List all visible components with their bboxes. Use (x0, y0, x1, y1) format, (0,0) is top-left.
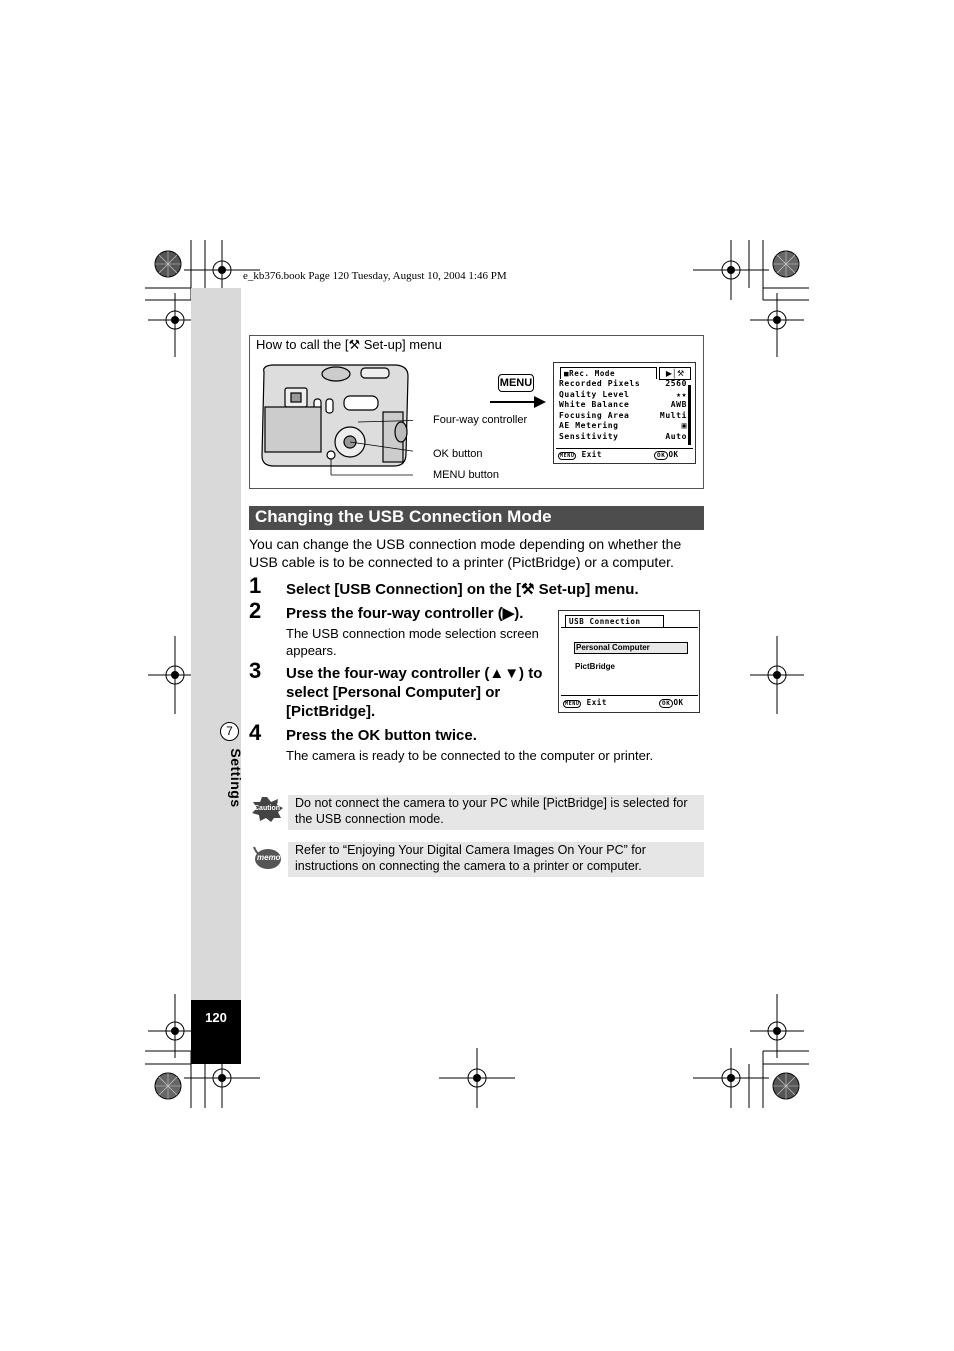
howto-title: How to call the [⚒ Set-up] menu (256, 337, 442, 352)
lcd-scrollbar (688, 385, 691, 445)
lcd-tab-rec-mode (560, 367, 657, 379)
step-2-number: 2 (249, 598, 262, 623)
step-2-desc: The USB connection mode selection screen appears. (286, 626, 539, 658)
menu-key-icon: MENU (565, 701, 580, 707)
side-strip (191, 288, 241, 1064)
lcd-footer-ok: OK OK (654, 450, 679, 459)
intro-text: You can change the USB connection mode depending on whether the USB cable is to be connected to a printer (PictBridge) or a computer. (249, 536, 682, 570)
lcd-row: White Balance AWB (559, 400, 687, 409)
section-title: Changing the USB Connection Mode (255, 507, 552, 526)
lcd-row: Recorded Pixels 2560 (559, 379, 687, 388)
usb-tab-label: USB Connection (565, 615, 664, 627)
chapter-label: Settings (228, 748, 244, 808)
print-header: e_kb376.book Page 120 Tuesday, August 10, 2004 1:46 PM (243, 270, 507, 282)
chapter-number: 7 (220, 722, 239, 741)
step-1-number: 1 (249, 573, 262, 598)
page-number: 120 (205, 1010, 227, 1025)
lcd-tab-label: Rec. Mode (569, 369, 616, 378)
ok-key-icon: OK (659, 699, 673, 708)
caution-icon-label: Caution (254, 805, 281, 812)
step-4-number: 4 (249, 720, 262, 745)
step-4-desc: The camera is ready to be connected to the computer or printer. (286, 748, 654, 763)
lcd-footer-exit: MENU Exit (560, 450, 603, 459)
step-3-number: 3 (249, 658, 262, 683)
ok-key-icon: OK (654, 451, 668, 460)
usb-option-personal-computer: Personal Computer (574, 642, 688, 654)
arrow-right-icon (488, 392, 548, 412)
step-4-title: Press the OK button twice. (286, 727, 477, 744)
camera-illustration (258, 362, 413, 482)
callout-menu-button: MENU button (433, 469, 500, 481)
menu-key-icon: MENU (498, 374, 534, 392)
memo-text: Refer to “Enjoying Your Digital Camera Images On Your PC” for instructions on connecting the camera to a printer or computer. (295, 843, 646, 873)
callout-ok-button: OK button (433, 448, 483, 460)
callout-four-way-controller: Four-way controller (433, 414, 528, 426)
usb-option-pictbridge: PictBridge (575, 662, 616, 671)
usb-footer-exit: MENU Exit (565, 698, 608, 707)
lcd-row: Sensitivity Auto (559, 431, 687, 441)
step-3-title: Use the four-way controller (▲▼) to select [Personal Computer] or [PictBridge]. (286, 665, 543, 720)
menu-key-icon: MENU (560, 453, 575, 459)
lcd-row: Focusing Area Multi (559, 410, 687, 420)
step-2-title: Press the four-way controller (▶). (286, 605, 524, 622)
usb-footer-ok: OK OK (659, 698, 684, 707)
playback-setup-tab-icons: ▶│⚒ (659, 367, 691, 380)
lcd-row: AE Metering ▣ (559, 421, 687, 430)
caution-text: Do not connect the camera to your PC while [PictBridge] is selected for the USB connection mode. (295, 796, 688, 826)
memo-icon-label: memo (257, 853, 281, 862)
step-1-title: Select [USB Connection] on the [⚒ Set-up] menu. (286, 581, 639, 598)
camera-icon: ■ (564, 369, 570, 378)
usb-connection-screen (558, 610, 700, 713)
lcd-menu-screen (553, 362, 696, 464)
lcd-row: Quality Level ★★ (559, 389, 687, 399)
